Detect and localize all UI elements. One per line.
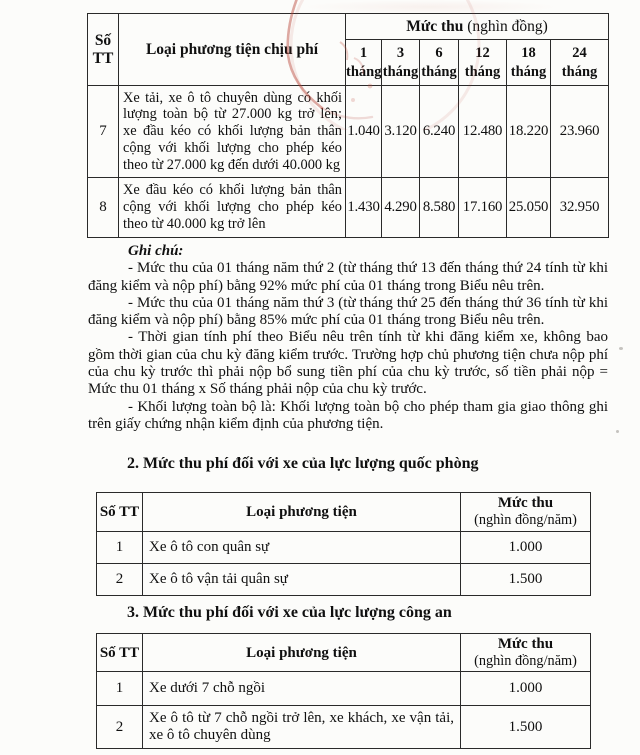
row-number: 2 (97, 706, 143, 749)
fee-label: Mức thu (497, 495, 554, 512)
fee-unit: (nghìn đồng/năm) (474, 512, 577, 529)
vehicle-description: Xe dưới 7 chỗ ngồi (143, 672, 461, 706)
col-header-month-1: 1 tháng (346, 40, 382, 86)
fee-value-cell: 1.000 (461, 672, 591, 706)
scan-speck (619, 347, 623, 350)
fee-value-cell: 23.960 (551, 86, 609, 178)
table-row (97, 532, 591, 564)
fee-value-cell: 4.290 (382, 178, 420, 238)
fee-table-military-vehicles (96, 492, 591, 596)
fee-label: Mức thu (497, 635, 554, 652)
note-item: - Thời gian tính phí theo Biểu nêu trên tính từ khi đăng kiểm xe, không bao gồm thời gian của chu kỳ đăng kiểm trước. Trường hợp chủ phương tiện chưa nộp phí của chu kỳ trước thì phải nộp bổ sung tiền phí của chu kỳ trước, số tiền phải nộp = Mức thu 01 tháng x Số tháng phải nộp của chu kỳ trước. (88, 329, 608, 398)
col-header-fee (461, 634, 591, 672)
table-row (97, 706, 591, 749)
col-header-vehicle: Loại phương tiện (143, 493, 461, 532)
col-header-stt: Số TT (88, 14, 119, 86)
fee-value-cell: 18.220 (507, 86, 551, 178)
fee-value-cell: 12.480 (459, 86, 507, 178)
fee-table-police-vehicles (96, 633, 591, 749)
col-header-month-3: 3 tháng (382, 40, 420, 86)
note-item: - Mức thu của 01 tháng năm thứ 2 (từ tháng thứ 13 đến tháng thứ 24 tính từ khi đăng kiểm và nộp phí) bằng 92% mức phí của 01 tháng trong Biểu nêu trên. (88, 260, 608, 294)
col-header-stt: Số TT (97, 634, 143, 672)
fee-value-cell: 25.050 (507, 178, 551, 238)
fee-value-cell: 6.240 (420, 86, 459, 178)
col-header-month-12: 12 tháng (459, 40, 507, 86)
vehicle-description: Xe ô tô từ 7 chỗ ngồi trở lên, xe khách, xe vận tải, xe ô tô chuyên dùng (143, 706, 461, 749)
col-header-fee-group (346, 14, 609, 40)
table-row (88, 86, 609, 178)
fee-value-cell: 3.120 (382, 86, 420, 178)
table-row (88, 178, 609, 238)
scan-smudge (300, 0, 560, 14)
fee-value-cell: 1.500 (461, 564, 591, 596)
fee-group-unit: (nghìn đồng) (467, 17, 548, 35)
col-header-month-6: 6 tháng (420, 40, 459, 86)
row-number: 1 (97, 532, 143, 564)
row-number: 2 (97, 564, 143, 596)
col-header-month-24: 24 tháng (551, 40, 609, 86)
fee-value-cell: 1.430 (346, 178, 382, 238)
fee-value-cell: 1.040 (346, 86, 382, 178)
col-header-vehicle-type: Loại phương tiện chịu phí (119, 14, 346, 86)
fee-value-cell: 17.160 (459, 178, 507, 238)
fee-unit: (nghìn đồng/năm) (474, 652, 577, 669)
note-item: - Khối lượng toàn bộ là: Khối lượng toàn bộ cho phép tham gia giao thông ghi trên giấy chứng nhận kiểm định của phương tiện. (88, 398, 608, 432)
scan-speck (616, 430, 619, 433)
vehicle-description: Xe ô tô con quân sự (143, 532, 461, 564)
row-number: 8 (88, 178, 119, 238)
table-row (97, 564, 591, 596)
fee-value-cell: 1.500 (461, 706, 591, 749)
col-header-month-18: 18 tháng (507, 40, 551, 86)
note-item: - Mức thu của 01 tháng năm thứ 3 (từ tháng thứ 25 đến tháng thứ 36 tính từ khi đăng kiểm và nộp phí) bằng 85% mức phí của 01 tháng trong Biểu nêu trên. (88, 294, 608, 329)
notes-title: Ghi chú: (128, 243, 184, 259)
col-header-fee (461, 493, 591, 532)
section-2-heading: 2. Mức thu phí đối với xe của lực lượng quốc phòng (127, 455, 479, 472)
col-header-vehicle: Loại phương tiện (143, 634, 461, 672)
vehicle-description: Xe đầu kéo có khối lượng bản thân cộng với khối lượng cho phép kéo theo từ 40.000 kg trở lên (119, 178, 346, 238)
fee-value-cell: 8.580 (420, 178, 459, 238)
vehicle-description: Xe ô tô vận tải quân sự (143, 564, 461, 596)
vehicle-description: Xe tải, xe ô tô chuyên dùng có khối lượng toàn bộ từ 27.000 kg trở lên; xe đầu kéo có khối lượng bản thân cộng với khối lượng cho phép kéo theo từ 27.000 kg đến dưới 40.000 kg (119, 86, 346, 178)
section-3-heading: 3. Mức thu phí đối với xe của lực lượng công an (127, 604, 452, 621)
table-row (97, 672, 591, 706)
col-header-stt: Số TT (97, 493, 143, 532)
row-number: 7 (88, 86, 119, 178)
fee-value-cell: 32.950 (551, 178, 609, 238)
row-number: 1 (97, 672, 143, 706)
fee-group-label: Mức thu (406, 17, 464, 35)
fee-table-heavy-vehicles (87, 13, 609, 238)
fee-value-cell: 1.000 (461, 532, 591, 564)
notes-section (88, 243, 608, 433)
